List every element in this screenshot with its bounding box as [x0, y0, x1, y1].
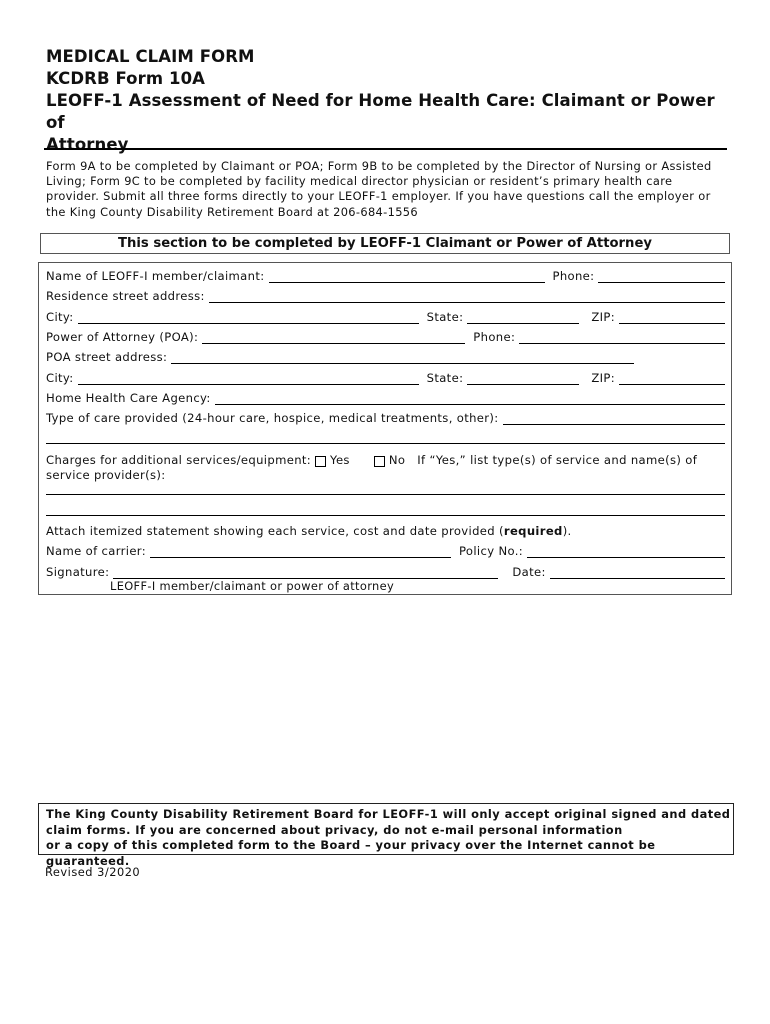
zip-label: ZIP: — [591, 310, 615, 324]
city-label: City: — [46, 310, 74, 324]
form-title — [46, 46, 726, 156]
attach-statement-text: Attach itemized statement showing each service, cost and date provided ( — [46, 524, 504, 538]
poa-phone-label: Phone: — [473, 330, 516, 344]
care-type-field[interactable] — [503, 412, 725, 425]
signature-label: Signature: — [46, 565, 110, 579]
zip-field[interactable] — [619, 311, 725, 324]
notice-line-1: The King County Disability Retirement Board for LEOFF-1 will only accept original signed and dated — [46, 807, 731, 821]
state-label: State: — [426, 310, 464, 324]
title-line-3: LEOFF-1 Assessment of Need for Home Health Care: Claimant or Power of — [46, 91, 715, 132]
phone-label: Phone: — [552, 269, 595, 283]
service-providers-line-1[interactable] — [46, 494, 725, 495]
signature-field[interactable] — [113, 566, 498, 579]
care-type-continuation-line[interactable] — [46, 443, 725, 444]
revised-date: Revised 3/2020 — [45, 865, 141, 879]
intro-line-2: Living; Form 9C to be completed by facility medical director physician or resident’s primary health care — [46, 174, 673, 189]
state-field[interactable] — [467, 311, 579, 324]
member-name-field[interactable] — [269, 270, 545, 283]
poa-street-row — [46, 348, 634, 364]
poa-field[interactable] — [202, 331, 465, 344]
carrier-row — [46, 542, 725, 558]
member-name-label: Name of LEOFF-I member/claimant: — [46, 269, 265, 283]
poa-street-field[interactable] — [171, 351, 634, 364]
city-row-2 — [46, 369, 725, 385]
agency-row — [46, 389, 725, 405]
yes-label: Yes — [330, 453, 350, 467]
poa-phone-field[interactable] — [519, 331, 725, 344]
intro-paragraph — [46, 159, 728, 220]
title-line-1: MEDICAL CLAIM FORM — [46, 47, 255, 66]
date-field[interactable] — [550, 566, 725, 579]
policy-label: Policy No.: — [458, 544, 524, 558]
privacy-notice-box — [38, 803, 734, 868]
poa-row — [46, 328, 725, 344]
attach-statement-suffix: ). — [562, 524, 572, 538]
city-field[interactable] — [78, 311, 419, 324]
residence-field[interactable] — [209, 290, 725, 303]
residence-row — [46, 287, 725, 303]
title-line-4: Attorney — [46, 135, 129, 154]
member-name-row — [46, 267, 725, 283]
no-label: No — [388, 453, 406, 467]
phone-field[interactable] — [598, 270, 725, 283]
charges-label: Charges for additional services/equipment: — [46, 453, 312, 467]
service-providers-label: service provider(s): — [46, 468, 166, 482]
poa-city-label: City: — [46, 371, 74, 385]
notice-line-3: or a copy of this completed form to the Board – your privacy over the Internet cannot be guaranteed. — [46, 838, 656, 868]
city-row-1 — [46, 308, 725, 324]
poa-label: Power of Attorney (POA): — [46, 330, 199, 344]
poa-zip-field[interactable] — [619, 372, 725, 385]
poa-city-field[interactable] — [78, 372, 419, 385]
attach-statement-row — [46, 522, 725, 538]
title-divider — [44, 148, 727, 150]
service-providers-row — [46, 466, 725, 482]
title-line-2: KCDRB Form 10A — [46, 69, 206, 88]
section-header — [40, 233, 730, 254]
carrier-field[interactable] — [150, 545, 451, 558]
care-type-label: Type of care provided (24-hour care, hospice, medical treatments, other): — [46, 411, 499, 425]
policy-field[interactable] — [527, 545, 725, 558]
required-text: required — [503, 524, 563, 538]
intro-line-4: the King County Disability Retirement Board at 206-684-1556 — [46, 204, 419, 219]
poa-street-label: POA street address: — [46, 350, 168, 364]
charges-row — [46, 451, 725, 467]
care-type-row — [46, 409, 725, 425]
carrier-label: Name of carrier: — [46, 544, 146, 558]
agency-label: Home Health Care Agency: — [46, 391, 211, 405]
poa-state-field[interactable] — [467, 372, 579, 385]
signature-row — [46, 563, 725, 579]
date-label: Date: — [512, 565, 546, 579]
intro-line-1: Form 9A to be completed by Claimant or POA; Form 9B to be completed by the Director of Nursing or Assisted — [46, 159, 712, 173]
poa-state-label: State: — [426, 371, 464, 385]
service-providers-line-2[interactable] — [46, 515, 725, 516]
residence-label: Residence street address: — [46, 289, 205, 303]
if-yes-label: If “Yes,” list type(s) of service and name(s) of — [417, 453, 698, 467]
poa-zip-label: ZIP: — [591, 371, 615, 385]
signature-caption: LEOFF-I member/claimant or power of attorney — [110, 579, 395, 593]
intro-line-3: provider. Submit all three forms directly to your LEOFF-1 employer. If you have questions call the employer or — [46, 189, 711, 204]
agency-field[interactable] — [215, 392, 725, 405]
section-title: This section to be completed by LEOFF-1 Claimant or Power of Attorney — [118, 236, 652, 251]
notice-line-2: claim forms. If you are concerned about privacy, do not e-mail personal information — [46, 822, 623, 837]
